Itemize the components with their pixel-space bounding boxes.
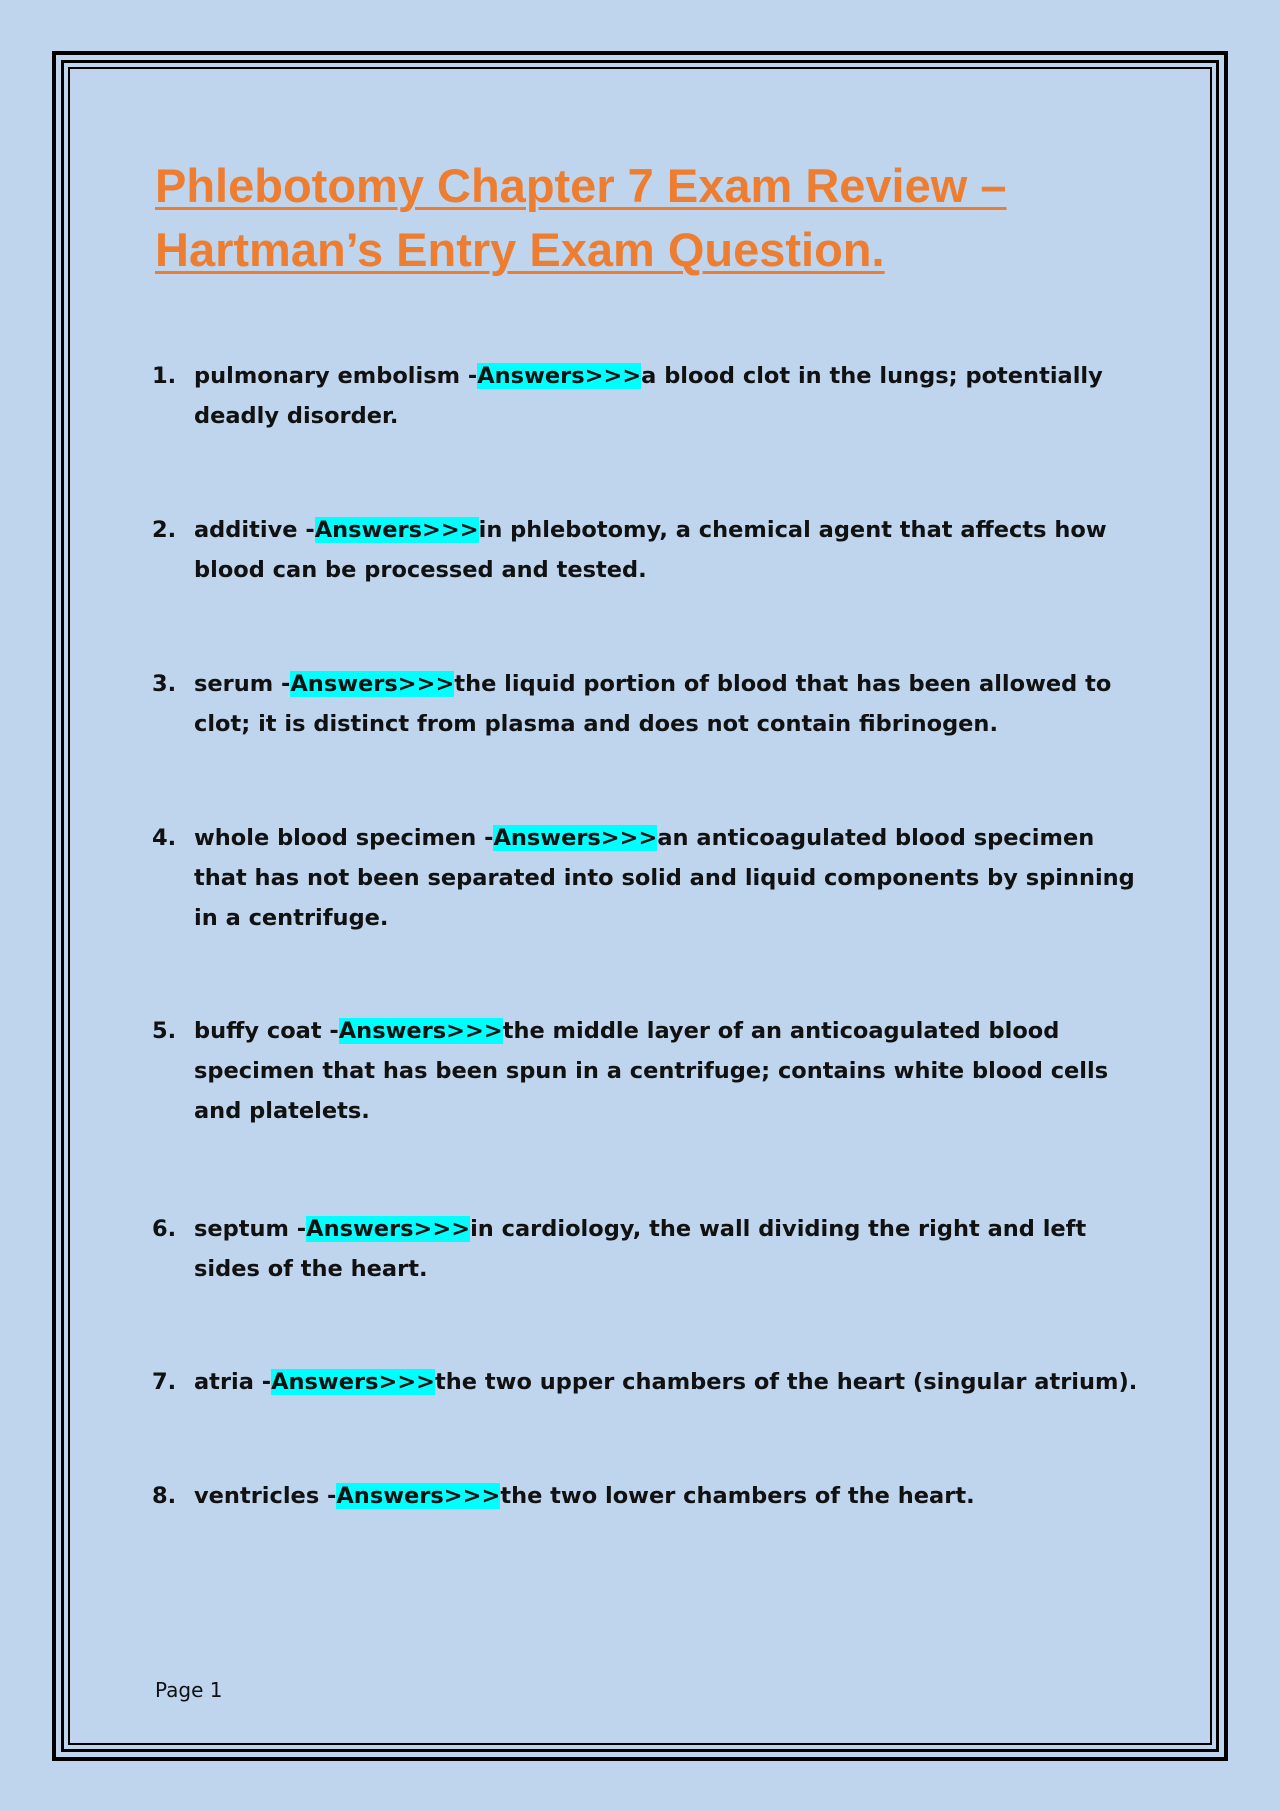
- item-definition: the liquid portion of blood that has been allowed to clot; it is distinct from plasma and does not contain fibrinogen.: [194, 671, 1112, 737]
- item-number: 8.: [152, 1483, 177, 1509]
- item-definition: the middle layer of an anticoagulated blood specimen that has been spun in a centrifuge; contains white blood cells and platelets.: [194, 1018, 1109, 1124]
- list-item: [152, 356, 1142, 436]
- item-number: 1.: [152, 363, 177, 389]
- item-number: 6.: [152, 1216, 177, 1242]
- title-line-1: Phlebotomy Chapter 7 Exam Review –: [155, 159, 1007, 212]
- answer-highlight: Answers>>>: [271, 1369, 436, 1395]
- item-term: pulmonary embolism -: [194, 363, 478, 389]
- item-number: 5.: [152, 1018, 177, 1044]
- item-text: [194, 1209, 1142, 1289]
- answer-highlight: Answers>>>: [477, 363, 642, 389]
- item-number: 4.: [152, 825, 177, 851]
- item-definition: an anticoagulated blood specimen that has not been separated into solid and liquid components by spinning in a centrifuge.: [194, 825, 1135, 931]
- answer-highlight: Answers>>>: [314, 517, 479, 543]
- answer-highlight: Answers>>>: [290, 671, 455, 697]
- item-term: additive -: [194, 517, 315, 543]
- document-title: [155, 154, 1135, 282]
- item-definition: in cardiology, the wall dividing the right and left sides of the heart.: [194, 1216, 1087, 1282]
- answer-highlight: Answers>>>: [306, 1216, 471, 1242]
- list-item: [152, 664, 1142, 744]
- item-number: 3.: [152, 671, 177, 697]
- title-line-2: Hartman’s Entry Exam Question.: [155, 223, 885, 276]
- list-item: [152, 1476, 1142, 1516]
- item-definition: a blood clot in the lungs; potentially deadly disorder.: [194, 363, 1103, 429]
- page-number-label: Page 1: [155, 1678, 223, 1702]
- answer-highlight: Answers>>>: [338, 1018, 503, 1044]
- item-definition: the two lower chambers of the heart.: [500, 1483, 975, 1509]
- item-text: [194, 1476, 1142, 1516]
- item-text: [194, 664, 1142, 744]
- item-number: 2.: [152, 517, 177, 543]
- list-item: [152, 818, 1142, 938]
- item-text: [194, 1362, 1142, 1402]
- answer-highlight: Answers>>>: [336, 1483, 501, 1509]
- list-item: [152, 510, 1142, 590]
- item-term: serum -: [194, 671, 291, 697]
- list-item: [152, 1209, 1142, 1289]
- item-definition: the two upper chambers of the heart (singular atrium).: [435, 1369, 1138, 1395]
- item-term: buffy coat -: [194, 1018, 339, 1044]
- item-number: 7.: [152, 1369, 177, 1395]
- item-definition: in phlebotomy, a chemical agent that affects how blood can be processed and tested.: [194, 517, 1107, 583]
- answer-highlight: Answers>>>: [493, 825, 658, 851]
- item-term: atria -: [194, 1369, 272, 1395]
- item-term: septum -: [194, 1216, 307, 1242]
- list-item: [152, 1011, 1142, 1131]
- list-item: [152, 1362, 1142, 1402]
- item-text: [194, 356, 1142, 436]
- item-text: [194, 818, 1142, 938]
- item-term: whole blood specimen -: [194, 825, 494, 851]
- item-term: ventricles -: [194, 1483, 337, 1509]
- item-text: [194, 510, 1142, 590]
- item-text: [194, 1011, 1142, 1131]
